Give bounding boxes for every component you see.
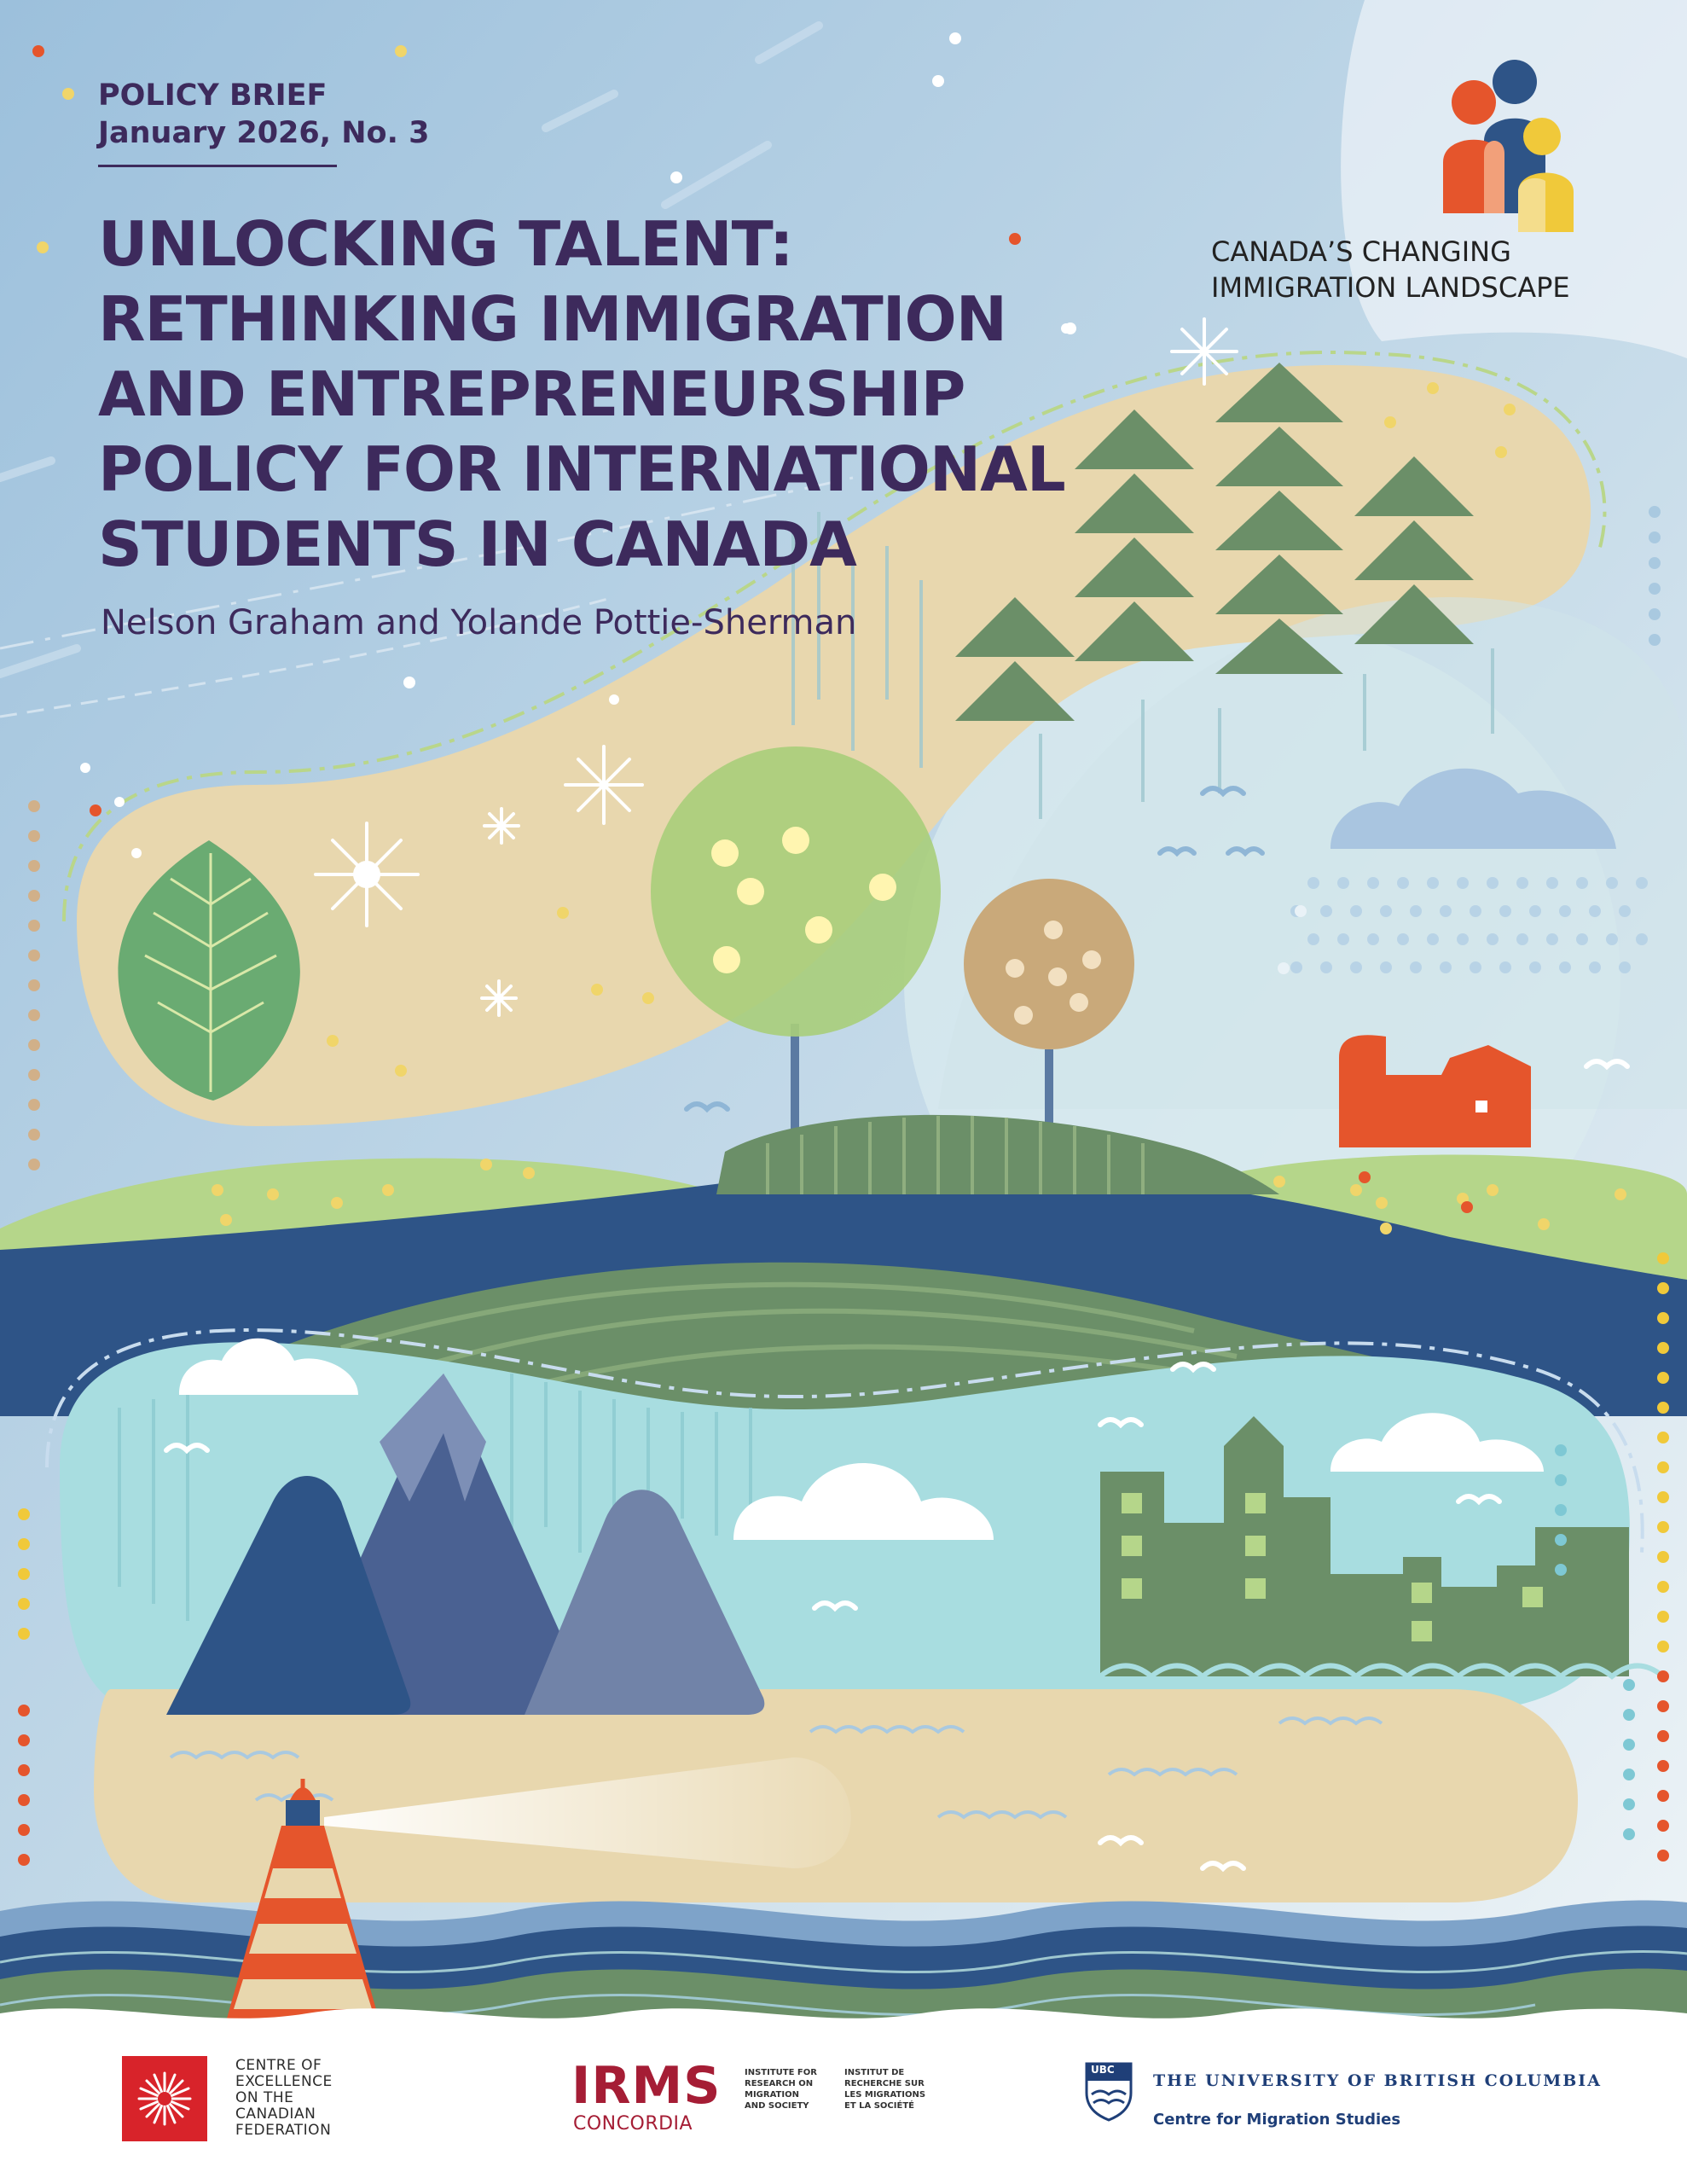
cecf-line: CENTRE OF	[235, 2057, 322, 2074]
title-line: RETHINKING IMMIGRATION	[98, 283, 1006, 355]
brief-issue: January 2026, No. 3	[98, 116, 430, 150]
brief-kicker: POLICY BRIEF	[98, 78, 328, 113]
cecf-line: CANADIAN	[235, 2106, 316, 2123]
ubc-name: THE UNIVERSITY OF BRITISH COLUMBIA	[1153, 2071, 1602, 2090]
cecf-line: ON THE	[235, 2089, 294, 2106]
title-line: AND ENTREPRENEURSHIP	[98, 358, 965, 430]
irms-logo: IRMS	[571, 2056, 722, 2116]
cecf-logo-icon	[122, 2056, 207, 2141]
irms-fr-line: RECHERCHE SUR	[844, 2079, 925, 2088]
cecf-line: FEDERATION	[235, 2122, 332, 2139]
brief-header	[98, 77, 429, 152]
irms-en-line: RESEARCH ON	[745, 2079, 814, 2088]
irms-fr-line: INSTITUT DE	[844, 2068, 905, 2077]
irms-concordia: CONCORDIA	[573, 2113, 693, 2135]
irms-en-line: INSTITUTE FOR	[745, 2068, 817, 2077]
partner-footer	[0, 2035, 1687, 2184]
page-title	[98, 206, 1164, 582]
ubc-centre: Centre for Migration Studies	[1153, 2111, 1401, 2129]
cecf-line: EXCELLENCE	[235, 2073, 333, 2090]
irms-fr-line: ET LA SOCIÉTÉ	[844, 2101, 914, 2111]
irms-en-line: AND SOCIETY	[745, 2101, 809, 2111]
irms-french	[844, 2067, 925, 2111]
title-line: UNLOCKING TALENT:	[98, 208, 793, 280]
series-line: CANADA’S CHANGING	[1211, 235, 1511, 268]
irms-english	[745, 2067, 817, 2111]
title-line: STUDENTS IN CANADA	[98, 508, 856, 580]
authors: Nelson Graham and Yolande Pottie-Sherman	[101, 603, 857, 642]
series-line: IMMIGRATION LANDSCAPE	[1211, 271, 1570, 304]
irms-fr-line: LES MIGRATIONS	[844, 2090, 926, 2100]
irms-en-line: MIGRATION	[745, 2090, 799, 2100]
header-rule	[98, 165, 337, 167]
ubc-badge: UBC	[1091, 2064, 1115, 2076]
series-title	[1211, 234, 1570, 305]
cecf-name	[235, 2058, 333, 2139]
title-line: POLICY FOR INTERNATIONAL	[98, 433, 1065, 505]
